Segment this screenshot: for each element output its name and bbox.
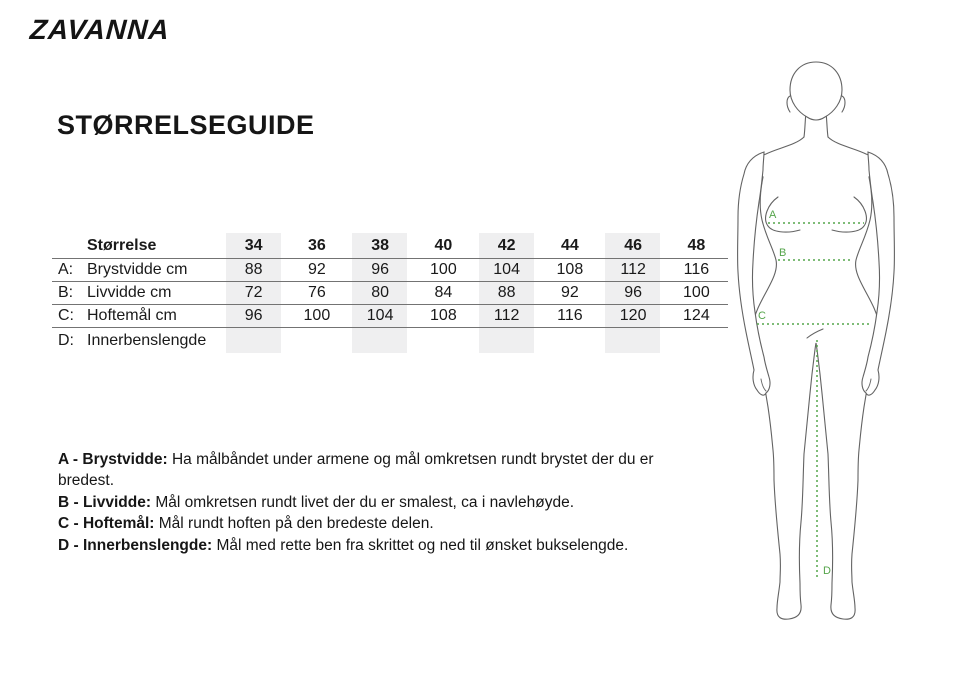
- size-column-header: 42: [497, 236, 516, 254]
- guide-item-c: [58, 513, 713, 534]
- brand-logo: ZAVANNA: [28, 14, 171, 45]
- guide-description: Mål omkretsen rundt livet der du er smalest, ca i navlehøyde.: [151, 493, 575, 511]
- row-label: B: Livvidde cm: [58, 284, 172, 301]
- table-cell: 120: [619, 307, 647, 324]
- table-cell: 116: [683, 261, 710, 278]
- table-cell: 108: [556, 261, 584, 278]
- guide-term: D - Innerbenslengde:: [58, 536, 213, 554]
- size-column-header: 34: [244, 236, 263, 254]
- table-cell: 84: [434, 284, 453, 301]
- guide-item-a: [58, 449, 713, 492]
- table-cell: 92: [307, 261, 326, 278]
- guide-item-b: [58, 492, 713, 513]
- table-cell: 80: [371, 284, 390, 301]
- table-cell: 96: [624, 284, 643, 301]
- table-cell: 100: [303, 307, 331, 324]
- table-row-livvidde: [52, 282, 728, 305]
- measurement-label-c: C: [758, 310, 766, 322]
- table-cell: 100: [430, 261, 457, 278]
- table-cell: 112: [620, 261, 646, 278]
- table-cell: 100: [683, 284, 710, 301]
- table-cell: 88: [497, 284, 516, 301]
- table-row-brystvidde: [52, 259, 728, 282]
- guide-description: Ha målbåndet under armene og mål omkretsen rundt brystet der du er bredest.: [58, 451, 654, 490]
- guide-description: Mål med rette ben fra skrittet og ned til ønsket bukselengde.: [212, 536, 629, 554]
- table-cell: 104: [366, 307, 394, 324]
- table-cell: 96: [371, 261, 390, 278]
- guide-term: A - Brystvidde:: [58, 451, 168, 468]
- measure-guide-text: [58, 449, 713, 556]
- size-column-header: 44: [560, 236, 579, 254]
- row-label: C: Hoftemål cm: [58, 307, 177, 324]
- size-table: [52, 233, 728, 353]
- row-label: A: Brystvidde cm: [58, 261, 188, 278]
- size-table-header-label: Størrelse: [87, 236, 157, 254]
- table-cell: 124: [683, 307, 710, 324]
- table-cell: 88: [244, 261, 263, 278]
- table-cell: 92: [560, 284, 579, 301]
- guide-item-d: [58, 535, 713, 556]
- guide-term: B - Livvidde:: [58, 493, 152, 511]
- measurement-label-b: B: [779, 247, 787, 259]
- size-column-header: 36: [307, 236, 326, 254]
- right-ear-icon: [842, 96, 845, 112]
- measurement-label-d: D: [823, 565, 831, 577]
- table-cell: 104: [493, 261, 520, 278]
- size-column-header: 46: [624, 236, 643, 254]
- table-cell: 96: [244, 307, 263, 324]
- table-row-hoftemal: [52, 305, 728, 328]
- table-row-innerbenslengde: [52, 328, 728, 353]
- guide-description: Mål rundt hoften på den bredeste delen.: [154, 515, 434, 533]
- table-cell: 112: [493, 307, 520, 324]
- size-column-header: 38: [371, 236, 390, 254]
- table-cell: 116: [557, 307, 583, 324]
- guide-term: C - Hoftemål:: [58, 515, 155, 533]
- size-column-header: 40: [434, 236, 453, 254]
- size-table-header-row: [52, 233, 728, 259]
- head-outline: [790, 62, 842, 120]
- page-title: STØRRELSEGUIDE: [57, 110, 315, 140]
- table-cell: 72: [244, 284, 263, 301]
- table-cell: 108: [430, 307, 457, 324]
- row-label: D: Innerbenslengde: [58, 331, 207, 349]
- left-ear-icon: [787, 96, 790, 112]
- table-cell: 76: [307, 284, 326, 301]
- size-column-header: 48: [687, 236, 706, 254]
- measurement-label-a: A: [769, 209, 777, 221]
- body-measurement-figure: [716, 52, 936, 627]
